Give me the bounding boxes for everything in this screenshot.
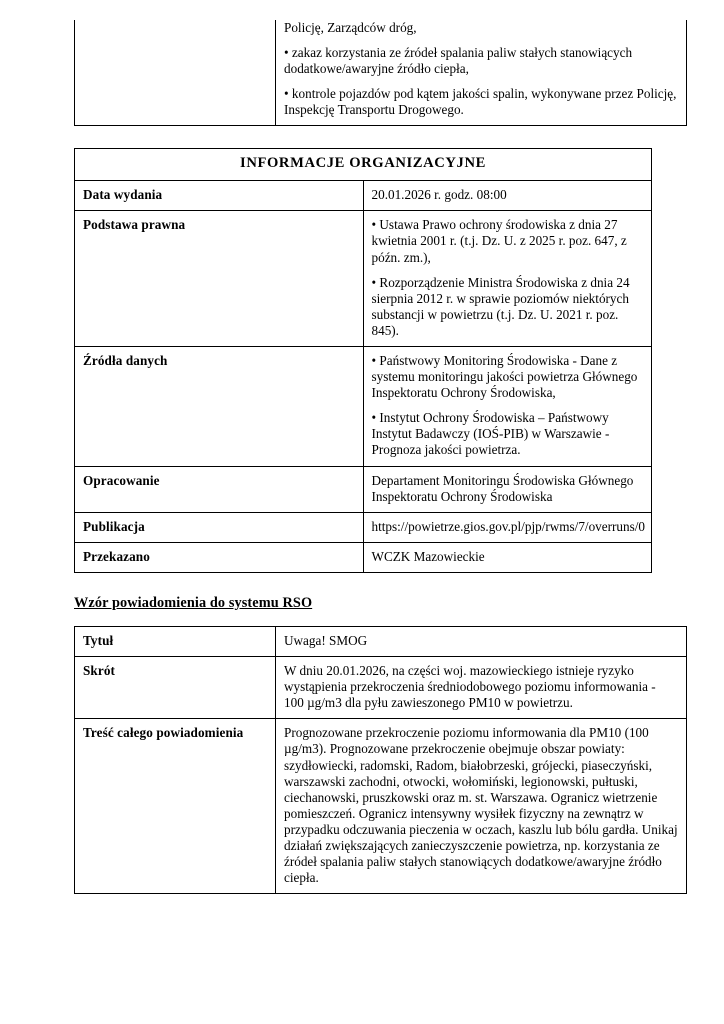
row-label-przekazano: Przekazano xyxy=(75,542,364,572)
row-label-skrot: Skrót xyxy=(75,657,276,719)
table-heading-informacje-organizacyjne: INFORMACJE ORGANIZACYJNE xyxy=(75,149,652,181)
paragraph: • Rozporządzenie Ministra Środowiska z dnia 24 sierpnia 2012 r. w sprawie poziomów niektórych substancji w powietrzu (t.j. Dz. U. 2021 r. poz. 845). xyxy=(371,274,630,338)
row-value-podstawa-prawna xyxy=(363,211,652,347)
paragraph: Uwaga! SMOG xyxy=(284,632,368,648)
paragraph: • Państwowy Monitoring Środowiska - Dane z systemu monitoringu jakości powietrza Głównego Inspektoratu Ochrony Środowiska, xyxy=(371,353,638,401)
row-value-tresc-calego-powiadomienia xyxy=(276,719,687,894)
row-value-opracowanie xyxy=(363,466,652,512)
row-value-data-wydania xyxy=(363,181,652,211)
paragraph: W dniu 20.01.2026, na części woj. mazowieckiego istnieje ryzyko wystąpienia przekroczenia średniodobowego poziomu informowania - 100 µg/m3 dla pyłu zawieszonego PM10 w powietrzu. xyxy=(284,663,656,711)
paragraph: • Instytut Ochrony Środowiska – Państwowy Instytut Badawczy (IOŚ-PIB) w Warszawie - Prognoza jakości powietrza. xyxy=(371,410,610,458)
row-label-publikacja: Publikacja xyxy=(75,512,364,542)
row-label-tresc-calego-powiadomienia: Treść całego powiadomienia xyxy=(75,719,276,894)
table-row xyxy=(75,719,687,894)
paragraph: WCZK Mazowieckie xyxy=(371,548,485,564)
row-label-opracowanie: Opracowanie xyxy=(75,466,364,512)
paragraph: • kontrole pojazdów pod kątem jakości spalin, wykonywane przez Policję, Inspekcję Transportu Drogowego. xyxy=(284,86,677,118)
table-row xyxy=(75,181,652,211)
row-value-przekazano xyxy=(363,542,652,572)
paragraph: • Ustawa Prawo ochrony środowiska z dnia 27 kwietnia 2001 r. (t.j. Dz. U. z 2025 r. poz. 647, z późn. zm.), xyxy=(371,217,627,265)
table-informacje-organizacyjne xyxy=(74,148,652,572)
row-label-podstawa-prawna: Podstawa prawna xyxy=(75,211,364,347)
row-label-tytul: Tytuł xyxy=(75,626,276,656)
spacer xyxy=(74,126,650,148)
table-dzialania-naprawcze-continued xyxy=(74,20,687,126)
paragraph: Departament Monitoringu Środowiska Głównego Inspektoratu Ochrony Środowiska xyxy=(371,472,634,504)
page-top-gap xyxy=(74,0,650,20)
table-row xyxy=(75,512,652,542)
row-value-tytul xyxy=(276,626,687,656)
paragraph: 20.01.2026 r. godz. 08:00 xyxy=(371,187,507,203)
row-label-zrodla-danych: Źródła danych xyxy=(75,347,364,467)
section-heading-wzor-powiadomienia: Wzór powiadomienia do systemu RSO xyxy=(74,594,313,611)
row-value-cell-continued xyxy=(276,20,687,126)
table-row xyxy=(75,657,687,719)
paragraph: Policję, Zarządców dróg, xyxy=(284,20,417,35)
table-wzor-powiadomienia-rso xyxy=(74,626,687,894)
table-row xyxy=(75,542,652,572)
row-value-publikacja xyxy=(363,512,652,542)
row-value-skrot xyxy=(276,657,687,719)
table-row xyxy=(75,20,687,126)
paragraph: • zakaz korzystania ze źródeł spalania paliw stałych stanowiących dodatkowe/awaryjne źródło ciepła, xyxy=(284,45,633,77)
table-row xyxy=(75,626,687,656)
table-header-row xyxy=(75,149,652,181)
row-label-data-wydania: Data wydania xyxy=(75,181,364,211)
spacer xyxy=(74,573,650,595)
table-row xyxy=(75,211,652,347)
paragraph: Prognozowane przekroczenie poziomu informowania dla PM10 (100 µg/m3). Prognozowane przekroczenie obejmuje obszar powiaty: szydłowiecki, radomski, Radom, białobrzeski, grójecki, piaseczyński, warszawski zachodni, otwocki, wołomiński, legionowski, pułtuski, ciechanowski, pruszkowski oraz m. st. Warszawa. Ogranicz wietrzenie pomieszczeń. Ogranicz intensywny wysiłek fizyczny na zewnątrz w przypadku odczuwania pieczenia w oczach, kaszlu lub bólu gardła. Unikaj działań zwiększających zanieczyszczenie powietrza, np. korzystania ze źródeł spalania paliw stałych stanowiących dodatkowe/awaryjne źródło ciepła. xyxy=(284,725,678,886)
publication-url[interactable]: https://powietrze.gios.gov.pl/pjp/rwms/7/overruns/0 xyxy=(371,518,645,534)
row-label-cell-continued xyxy=(75,20,276,126)
table-row xyxy=(75,466,652,512)
spacer xyxy=(74,612,650,626)
row-value-zrodla-danych xyxy=(363,347,652,467)
table-row xyxy=(75,347,652,467)
